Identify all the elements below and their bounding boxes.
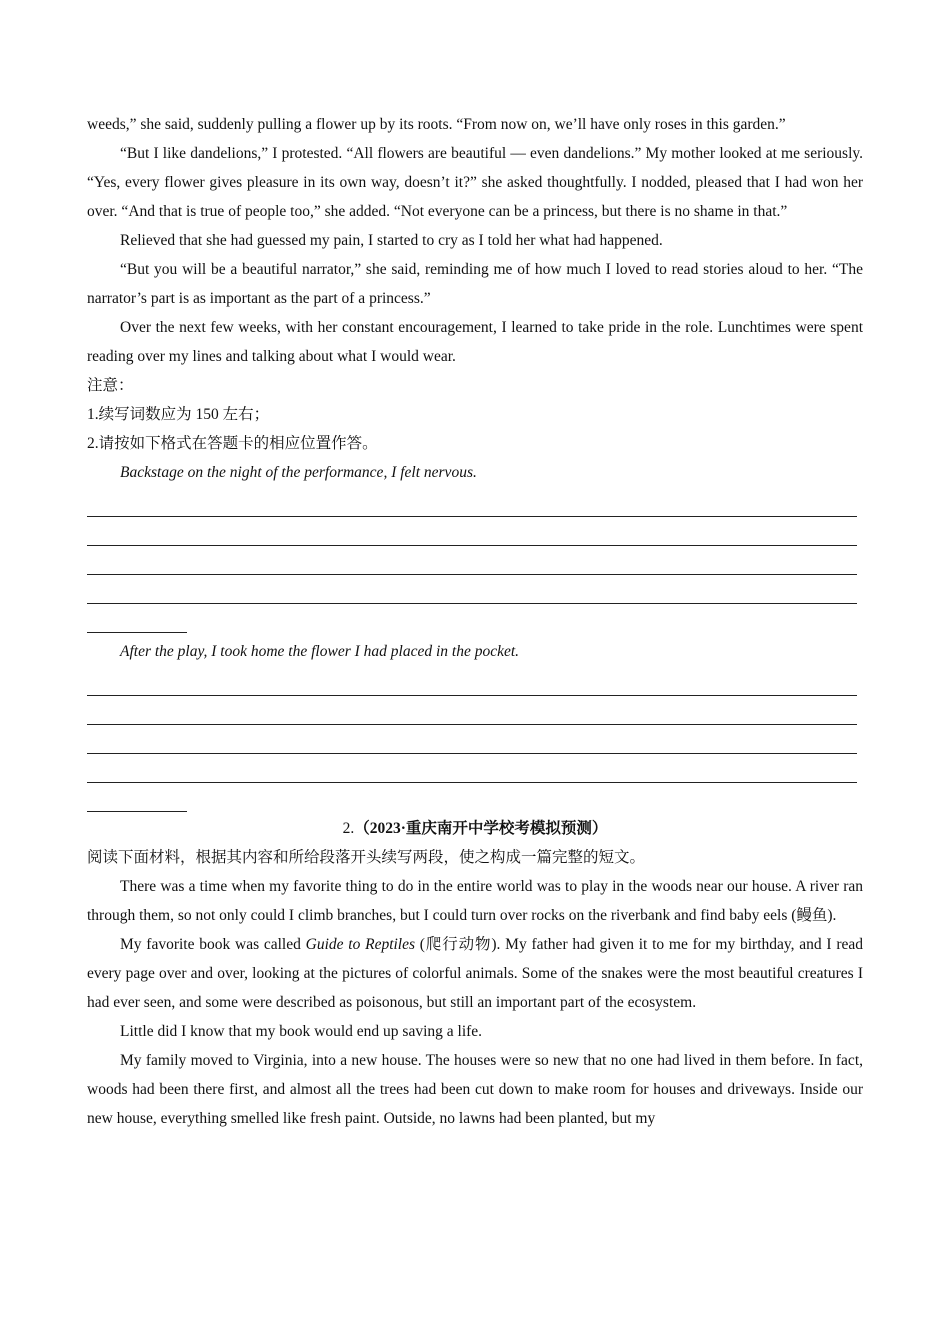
paragraph-text: My favorite book was called bbox=[120, 936, 306, 953]
answer-line[interactable] bbox=[87, 696, 857, 725]
notes-item-2: 2.请按如下格式在答题卡的相应位置作答。 bbox=[87, 435, 378, 452]
passage1-paragraph-2: Relieved that she had guessed my pain, I started to cry as I told her what had happened. bbox=[120, 232, 663, 249]
answer-line[interactable] bbox=[87, 604, 187, 633]
question-2-paragraph-2 bbox=[87, 930, 863, 1017]
answer-line[interactable] bbox=[87, 546, 857, 575]
question-2-instruction: 阅读下面材料，根据其内容和所给段落开头续写两段，使之构成一篇完整的短文。 bbox=[87, 849, 646, 866]
continuation-prompt-2: After the play, I took home the flower I had placed in the pocket. bbox=[120, 643, 520, 660]
question-2-paragraph-1: There was a time when my favorite thing to do in the entire world was to play in the woods near our house. A river ran through them, so not only could I climb branches, but I could turn over rocks on the riverbank and find baby eels (鳗鱼). bbox=[87, 878, 863, 924]
answer-line[interactable] bbox=[87, 575, 857, 604]
passage1-paragraph-3: “But you will be a beautiful narrator,” she said, reminding me of how much I loved to read stories aloud to her. “The narrator’s part is as important as the part of a princess.” bbox=[87, 261, 863, 307]
question-2-paragraph-4: My family moved to Virginia, into a new house. The houses were so new that no one had lived in them before. In fact, woods had been there first, and almost all the trees had been cut down to make room for houses and driveways. Inside our new house, everything smelled like fresh paint. Outside, no lawns had been planted, but my bbox=[87, 1052, 863, 1127]
question-2-paragraph-3: Little did I know that my book would end up saving a life. bbox=[120, 1023, 483, 1040]
question-2-heading bbox=[87, 814, 863, 843]
answer-line[interactable] bbox=[87, 725, 857, 754]
passage1-paragraph-0: weeds,” she said, suddenly pulling a flower up by its roots. “From now on, we’ll have only roses in this garden.” bbox=[87, 116, 786, 133]
passage1-paragraph-1: “But I like dandelions,” I protested. “All flowers are beautiful — even dandelions.” My mother looked at me seriously. “Yes, every flower gives pleasure in its own way, doesn’t it?” she asked thoughtfully. I nodded, pleased that I had won her over. “And that is true of people too,” she added. “Not everyone can be a princess, but there is no shame in that.” bbox=[87, 145, 863, 220]
answer-line[interactable] bbox=[87, 488, 857, 517]
answer-line[interactable] bbox=[87, 783, 187, 812]
paragraph-text: (爬行动物). My father had given it to me for my birthday, and I read every page over and over, looking at the pictures of colorful animals. Some of the snakes were the most beautiful creatures I had ever seen, and some were described as poisonous, but still an important part of the ecosystem. bbox=[87, 936, 863, 1011]
question-2-source: （2023·重庆南开中学校考模拟预测） bbox=[354, 820, 608, 837]
question-2-number: 2. bbox=[342, 820, 355, 837]
answer-lines-2 bbox=[87, 667, 863, 812]
answer-line[interactable] bbox=[87, 667, 857, 696]
answer-lines-1 bbox=[87, 488, 863, 633]
book-title: Guide to Reptiles bbox=[305, 936, 416, 953]
document-content bbox=[87, 110, 863, 1133]
notes-label: 注意： bbox=[87, 377, 134, 394]
passage1-paragraph-4: Over the next few weeks, with her constant encouragement, I learned to take pride in the role. Lunchtimes were spent reading over my lines and talking about what I would wear. bbox=[87, 319, 863, 365]
notes-item-1: 1.续写词数应为 150 左右； bbox=[87, 406, 270, 423]
continuation-prompt-1: Backstage on the night of the performance, I felt nervous. bbox=[120, 464, 477, 481]
answer-line[interactable] bbox=[87, 754, 857, 783]
answer-line[interactable] bbox=[87, 517, 857, 546]
